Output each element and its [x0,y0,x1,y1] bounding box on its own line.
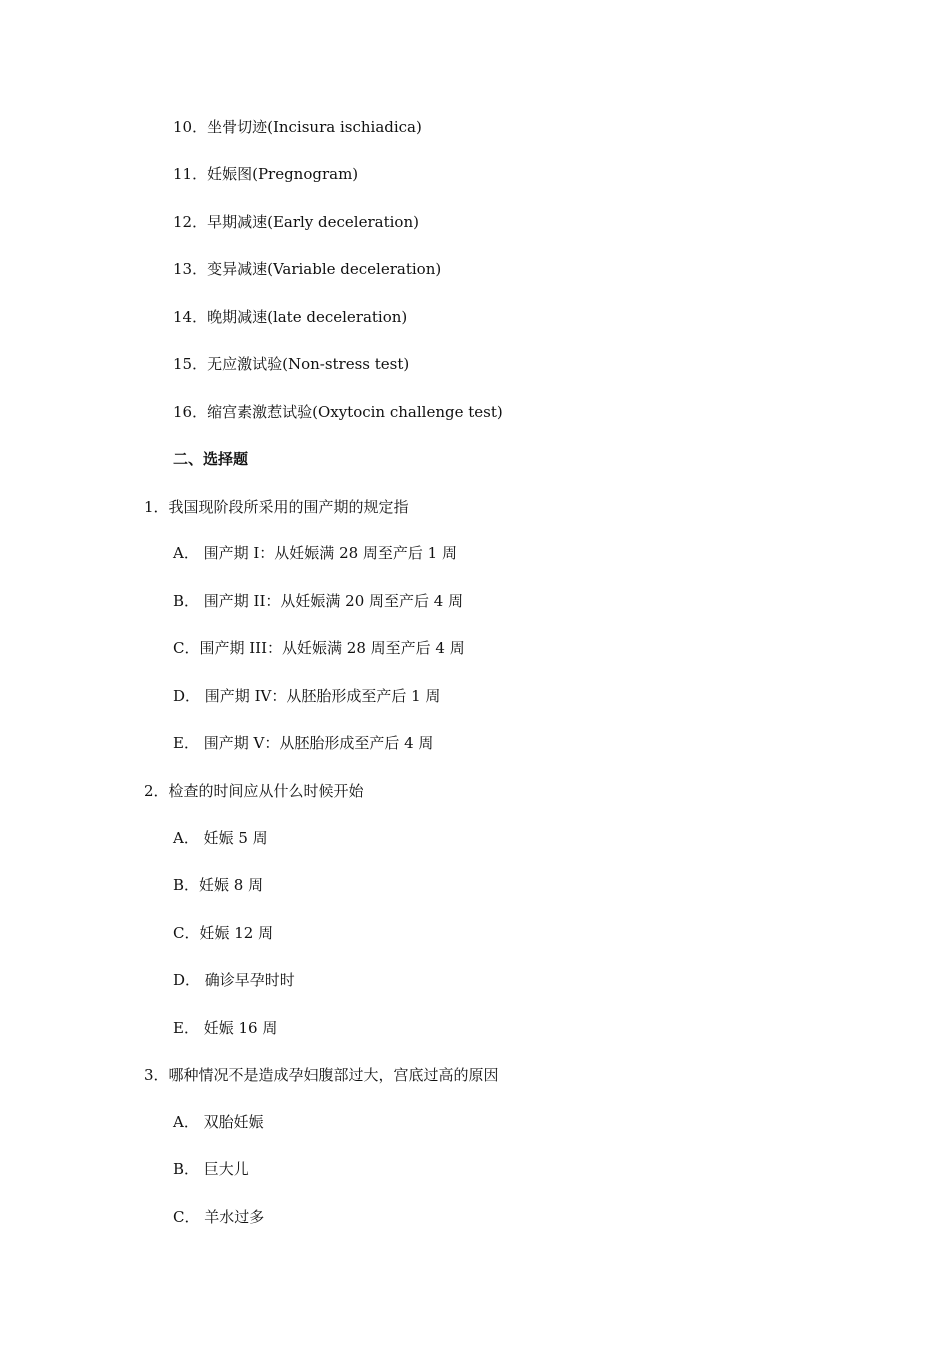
term-item: 16．缩宫素激惹试验(Oxytocin challenge test) [173,403,503,421]
question-text: 2．检查的时间应从什么时候开始 [144,782,364,800]
term-item: 13．变异减速(Variable deceleration) [173,260,442,278]
question-option: B． 围产期 II：从妊娠满 20 周至产后 4 周 [173,592,464,610]
question-option: D． 确诊早孕时时 [173,971,295,989]
term-item: 11．妊娠图(Pregnogram) [173,165,359,183]
term-item: 15．无应激试验(Non-stress test) [173,355,410,373]
term-item: 12．早期减速(Early deceleration) [173,213,419,231]
question-option: E． 围产期 V：从胚胎形成至产后 4 周 [173,734,434,752]
question-option: C．围产期 III：从妊娠满 28 周至产后 4 周 [173,639,465,657]
question-text: 1．我国现阶段所采用的围产期的规定指 [144,498,409,516]
question-option: B．妊娠 8 周 [173,876,264,894]
question-option: C．妊娠 12 周 [173,924,274,942]
question-option: B． 巨大儿 [173,1160,249,1178]
question-option: A． 妊娠 5 周 [173,829,268,847]
section-title: 二、选择题 [173,450,249,468]
term-item: 10．坐骨切迹(Incisura ischiadica) [173,118,422,136]
question-option: E． 妊娠 16 周 [173,1019,278,1037]
question-text: 3．哪种情况不是造成孕妇腹部过大，宫底过高的原因 [144,1066,499,1084]
question-option: D． 围产期 IV：从胚胎形成至产后 1 周 [173,687,441,705]
question-option: A． 双胎妊娠 [173,1113,264,1131]
question-option: C． 羊水过多 [173,1208,265,1226]
term-item: 14．晚期减速(late deceleration) [173,308,408,326]
question-option: A． 围产期 I：从妊娠满 28 周至产后 1 周 [173,544,457,562]
